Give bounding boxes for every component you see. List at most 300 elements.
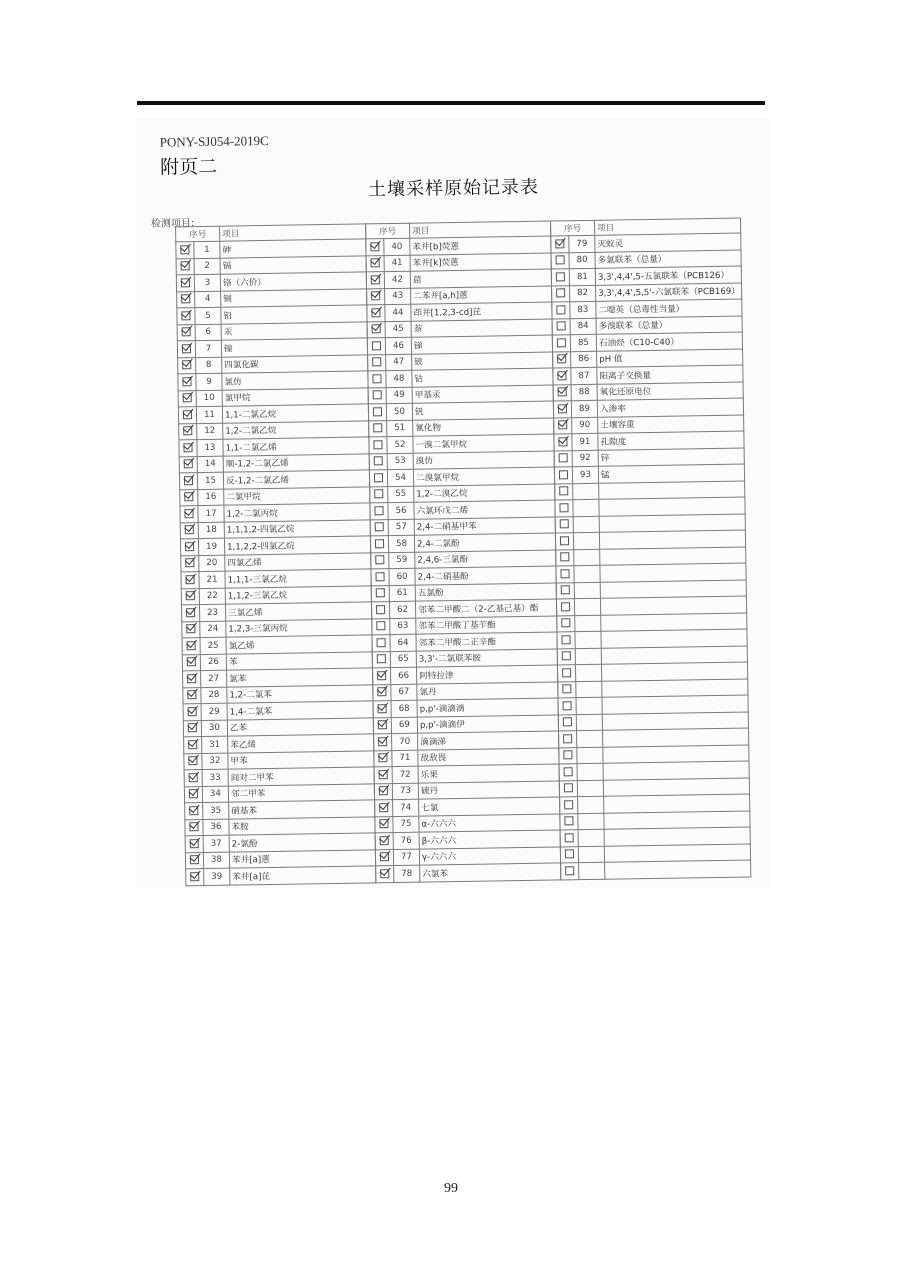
item-name: p,p'-滴滴伊 — [417, 714, 558, 733]
form-body — [135, 113, 781, 893]
item-checkbox[interactable] — [376, 588, 385, 597]
item-checkbox[interactable] — [372, 374, 381, 383]
item-number: 9 — [196, 373, 222, 390]
test-items-label: 检测项目: — [150, 218, 195, 230]
item-checkbox[interactable] — [188, 723, 197, 732]
checkbox-cell — [176, 275, 194, 292]
item-checkbox[interactable] — [189, 789, 198, 798]
checkbox-cell — [375, 800, 393, 817]
item-number — [576, 681, 602, 698]
item-checkbox[interactable] — [189, 806, 198, 815]
item-number: 29 — [201, 703, 227, 720]
item-name: 六氯苯 — [420, 863, 561, 882]
item-checkbox[interactable] — [377, 654, 386, 663]
item-checkbox[interactable] — [182, 327, 191, 336]
item-name: 2,4-二硝基甲苯 — [414, 516, 555, 535]
item-checkbox[interactable] — [181, 278, 190, 287]
item-checkbox[interactable] — [374, 506, 383, 515]
item-checkbox[interactable] — [189, 773, 198, 782]
checkbox-cell — [181, 605, 199, 622]
item-checkbox[interactable] — [185, 558, 194, 567]
checkbox-cell — [555, 500, 573, 517]
checkbox-cell — [560, 797, 578, 814]
checkbox-cell — [372, 651, 390, 668]
checkbox-cell — [374, 750, 392, 767]
item-name: 反-1,2-二氯乙烯 — [223, 470, 369, 489]
item-number: 36 — [203, 819, 229, 836]
item-number — [579, 862, 605, 879]
item-number: 47 — [386, 354, 412, 371]
item-checkbox[interactable] — [185, 542, 194, 551]
item-checkbox[interactable] — [380, 836, 389, 845]
item-checkbox[interactable] — [565, 833, 574, 842]
checkbox-cell — [559, 780, 577, 797]
item-checkbox[interactable] — [557, 338, 566, 347]
item-checkbox[interactable] — [185, 525, 194, 534]
checkbox-cell — [185, 852, 203, 869]
checkbox-cell — [179, 473, 197, 490]
item-name: 氧化还原电位 — [597, 382, 743, 401]
checkbox-cell — [373, 684, 391, 701]
checkbox-cell — [183, 720, 201, 737]
item-checkbox[interactable] — [186, 624, 195, 633]
checkbox-cell — [182, 621, 200, 638]
checkbox-cell — [183, 704, 201, 721]
checkbox-cell — [181, 555, 199, 572]
item-number: 59 — [389, 552, 415, 569]
checkbox-cell — [184, 786, 202, 803]
item-checkbox[interactable] — [186, 575, 195, 584]
item-name: 1,1,1,2-四氯乙烷 — [224, 519, 370, 538]
checkbox-cell — [371, 552, 389, 569]
table-row — [376, 863, 561, 882]
item-number: 38 — [203, 852, 229, 869]
checkbox-cell — [181, 572, 199, 589]
item-checkbox[interactable] — [378, 753, 387, 762]
item-name: 氰化物 — [413, 417, 554, 436]
item-name: 溴仿 — [413, 450, 554, 469]
item-number: 5 — [195, 307, 221, 324]
item-checkbox[interactable] — [187, 690, 196, 699]
item-number: 45 — [385, 321, 411, 338]
item-name: 乐果 — [418, 764, 559, 783]
item-name: 孔隙度 — [598, 431, 744, 450]
item-checkbox[interactable] — [563, 750, 572, 759]
item-number: 85 — [570, 334, 596, 351]
item-number: 81 — [569, 268, 595, 285]
item-checkbox[interactable] — [378, 737, 387, 746]
item-number: 27 — [201, 670, 227, 687]
item-number: 16 — [198, 489, 224, 506]
item-number: 13 — [197, 439, 223, 456]
item-checkbox[interactable] — [564, 767, 573, 776]
checkbox-cell — [558, 681, 576, 698]
item-number: 87 — [571, 367, 597, 384]
item-checkbox[interactable] — [377, 638, 386, 647]
item-checkbox[interactable] — [183, 426, 192, 435]
item-checkbox[interactable] — [376, 605, 385, 614]
item-checkbox[interactable] — [187, 641, 196, 650]
item-checkbox[interactable] — [378, 704, 387, 713]
item-number: 90 — [572, 417, 598, 434]
item-name: 1,1,2,2-四氯乙烷 — [224, 536, 370, 555]
checkbox-cell — [551, 269, 569, 286]
item-checkbox[interactable] — [559, 470, 568, 479]
item-checkbox[interactable] — [184, 492, 193, 501]
item-number: 39 — [204, 868, 230, 885]
item-checkbox[interactable] — [183, 393, 192, 402]
checkbox-cell — [181, 588, 199, 605]
item-number: 15 — [197, 472, 223, 489]
item-number: 50 — [386, 403, 412, 420]
item-checkbox[interactable] — [180, 245, 189, 254]
item-checkbox[interactable] — [557, 322, 566, 331]
item-number: 63 — [390, 618, 416, 635]
item-checkbox[interactable] — [187, 657, 196, 666]
item-name: 苯并[b]荧蒽 — [410, 236, 551, 255]
checkbox-cell — [178, 407, 196, 424]
checkbox-cell — [178, 357, 196, 374]
checkbox-cell — [177, 291, 195, 308]
item-number — [574, 582, 600, 599]
item-checkbox[interactable] — [375, 539, 384, 548]
item-checkbox[interactable] — [561, 619, 570, 628]
item-number: 77 — [393, 849, 419, 866]
item-name: 灭蚁灵 — [595, 233, 741, 252]
item-checkbox[interactable] — [182, 344, 191, 353]
item-number: 19 — [198, 538, 224, 555]
item-name: γ-六六六 — [419, 846, 560, 865]
item-checkbox[interactable] — [371, 291, 380, 300]
item-checkbox[interactable] — [563, 734, 572, 743]
item-checkbox[interactable] — [561, 586, 570, 595]
item-name: 苯乙烯 — [228, 734, 374, 753]
checkbox-cell — [373, 717, 391, 734]
item-name: 土壤容重 — [598, 415, 744, 434]
item-number: 20 — [199, 555, 225, 572]
item-name: 多氯联苯（总量） — [595, 250, 741, 269]
item-checkbox[interactable] — [380, 852, 389, 861]
item-checkbox[interactable] — [181, 311, 190, 320]
item-number: 67 — [391, 684, 417, 701]
item-checkbox[interactable] — [375, 522, 384, 531]
checkbox-cell — [180, 506, 198, 523]
item-checkbox[interactable] — [562, 635, 571, 644]
checkbox-cell — [370, 519, 388, 536]
item-number: 62 — [389, 601, 415, 618]
item-number: 12 — [197, 423, 223, 440]
item-number: 74 — [393, 799, 419, 816]
item-number — [577, 763, 603, 780]
item-checkbox[interactable] — [372, 324, 381, 333]
item-checkbox[interactable] — [186, 608, 195, 617]
checkbox-cell — [559, 731, 577, 748]
item-number: 17 — [198, 505, 224, 522]
item-checkbox[interactable] — [374, 473, 383, 482]
item-name: 邻苯二甲酸二（2-乙基己基）酯 — [415, 599, 556, 618]
item-checkbox[interactable] — [188, 756, 197, 765]
item-checkbox[interactable] — [563, 701, 572, 710]
item-checkbox[interactable] — [373, 440, 382, 449]
checkbox-cell — [176, 258, 194, 275]
item-checkbox[interactable] — [373, 407, 382, 416]
item-number: 66 — [390, 667, 416, 684]
checkbox-cell — [556, 566, 574, 583]
item-checkbox[interactable] — [372, 341, 381, 350]
item-name: 一溴二氯甲烷 — [413, 434, 554, 453]
item-number: 60 — [389, 568, 415, 585]
checkbox-cell — [553, 351, 571, 368]
item-checkbox[interactable] — [379, 803, 388, 812]
item-name: 硝基苯 — [229, 800, 375, 819]
item-checkbox[interactable] — [187, 674, 196, 683]
checkbox-cell — [182, 654, 200, 671]
item-number: 69 — [391, 717, 417, 734]
item-checkbox[interactable] — [377, 671, 386, 680]
checkbox-cell — [367, 288, 385, 305]
checkbox-cell — [555, 533, 573, 550]
items-table-column-2 — [365, 221, 561, 883]
item-checkbox[interactable] — [559, 503, 568, 512]
item-checkbox[interactable] — [183, 443, 192, 452]
item-number: 28 — [201, 687, 227, 704]
item-checkbox[interactable] — [374, 489, 383, 498]
item-checkbox[interactable] — [564, 816, 573, 825]
item-checkbox[interactable] — [559, 487, 568, 496]
item-checkbox[interactable] — [558, 437, 567, 446]
item-name: α-六六六 — [419, 813, 560, 832]
item-checkbox[interactable] — [190, 839, 199, 848]
item-checkbox[interactable] — [182, 377, 191, 386]
item-checkbox[interactable] — [380, 869, 389, 878]
item-number: 76 — [393, 832, 419, 849]
item-checkbox[interactable] — [561, 602, 570, 611]
item-number: 2 — [194, 258, 220, 275]
item-checkbox[interactable] — [560, 553, 569, 562]
item-number — [574, 565, 600, 582]
item-checkbox[interactable] — [190, 855, 199, 864]
item-checkbox[interactable] — [189, 822, 198, 831]
item-name: 入渗率 — [597, 398, 743, 417]
checkbox-cell — [375, 816, 393, 833]
item-checkbox[interactable] — [378, 720, 387, 729]
item-checkbox[interactable] — [184, 459, 193, 468]
table-row — [561, 860, 751, 879]
item-checkbox[interactable] — [371, 258, 380, 267]
item-checkbox[interactable] — [374, 456, 383, 465]
item-checkbox[interactable] — [558, 388, 567, 397]
page-number: 99 — [444, 1181, 458, 1196]
item-name: 阳离子交换量 — [597, 365, 743, 384]
item-name: 2,4,6-三氯酚 — [415, 549, 556, 568]
item-checkbox[interactable] — [184, 509, 193, 518]
checkbox-cell — [375, 849, 393, 866]
item-checkbox[interactable] — [564, 800, 573, 809]
item-checkbox[interactable] — [557, 371, 566, 380]
checkbox-cell — [554, 450, 572, 467]
item-name: 氯丹 — [417, 681, 558, 700]
item-checkbox[interactable] — [556, 256, 565, 265]
item-name: 苯并[a]蒽 — [229, 849, 375, 868]
item-number: 22 — [199, 588, 225, 605]
item-number — [578, 796, 604, 813]
item-checkbox[interactable] — [556, 305, 565, 314]
item-name: 六氯环戊二烯 — [414, 500, 555, 519]
item-checkbox[interactable] — [556, 289, 565, 298]
item-checkbox[interactable] — [377, 687, 386, 696]
item-number: 49 — [386, 387, 412, 404]
item-checkbox[interactable] — [564, 783, 573, 792]
item-checkbox[interactable] — [371, 308, 380, 317]
item-name: 3,3',4,4',5-五氯联苯（PCB126） — [595, 266, 741, 285]
checkbox-cell — [182, 638, 200, 655]
item-number: 93 — [572, 466, 598, 483]
item-name: 二溴氯甲烷 — [413, 467, 554, 486]
checkbox-cell — [560, 830, 578, 847]
item-checkbox[interactable] — [188, 740, 197, 749]
checkbox-cell — [180, 489, 198, 506]
item-number: 24 — [200, 621, 226, 638]
item-checkbox[interactable] — [186, 591, 195, 600]
item-checkbox[interactable] — [181, 261, 190, 270]
item-number: 91 — [572, 433, 598, 450]
checkbox-cell — [551, 236, 569, 253]
item-name: 1,1,2-三氯乙烷 — [225, 585, 371, 604]
checkbox-cell — [186, 869, 204, 886]
items-table-column-3 — [550, 218, 751, 880]
item-checkbox[interactable] — [557, 355, 566, 364]
checkbox-cell — [557, 615, 575, 632]
item-number: 14 — [197, 456, 223, 473]
item-name: 四氯化碳 — [222, 354, 368, 373]
top-rule — [137, 101, 765, 105]
item-checkbox[interactable] — [562, 652, 571, 661]
item-checkbox[interactable] — [559, 454, 568, 463]
item-checkbox[interactable] — [376, 621, 385, 630]
checkbox-cell — [368, 371, 386, 388]
item-checkbox[interactable] — [555, 239, 564, 248]
item-checkbox[interactable] — [373, 390, 382, 399]
item-name: 阿特拉津 — [417, 665, 558, 684]
item-name: 萘 — [411, 319, 552, 338]
item-checkbox[interactable] — [182, 360, 191, 369]
item-name: 硫丹 — [418, 780, 559, 799]
item-checkbox[interactable] — [565, 849, 574, 858]
item-name: 苯胺 — [229, 816, 375, 835]
item-number: 56 — [388, 502, 414, 519]
item-name: 茚并[1,2,3-cd]芘 — [411, 302, 552, 321]
item-name: 铬（六价） — [220, 272, 366, 291]
item-checkbox[interactable] — [560, 520, 569, 529]
item-name: 1,2-二氯丙烷 — [224, 503, 370, 522]
item-number — [573, 532, 599, 549]
item-checkbox[interactable] — [184, 476, 193, 485]
header-no: 序号 — [551, 220, 595, 236]
checkbox-cell — [185, 803, 203, 820]
item-checkbox[interactable] — [379, 786, 388, 795]
item-number: 54 — [387, 469, 413, 486]
checkbox-cell — [185, 819, 203, 836]
item-name: 镉 — [220, 255, 366, 274]
item-checkbox[interactable] — [558, 421, 567, 430]
scanned-form — [136, 118, 770, 888]
item-name: 1,1-二氯乙烷 — [222, 404, 368, 423]
item-name: 铅 — [221, 305, 367, 324]
item-name — [605, 860, 751, 879]
item-number: 78 — [394, 865, 420, 882]
item-name: 砷 — [220, 239, 366, 258]
item-checkbox[interactable] — [188, 707, 197, 716]
checkbox-cell — [371, 569, 389, 586]
item-name: 钒 — [412, 401, 553, 420]
item-number: 80 — [569, 252, 595, 269]
item-checkbox[interactable] — [379, 819, 388, 828]
item-checkbox[interactable] — [560, 569, 569, 578]
checkbox-cell — [369, 420, 387, 437]
item-number — [574, 598, 600, 615]
checkbox-cell — [376, 866, 394, 883]
item-checkbox[interactable] — [371, 275, 380, 284]
checkbox-cell — [552, 302, 570, 319]
item-checkbox[interactable] — [562, 668, 571, 677]
item-checkbox[interactable] — [375, 572, 384, 581]
item-number: 35 — [203, 802, 229, 819]
checkbox-cell — [557, 648, 575, 665]
checkbox-cell — [551, 252, 569, 269]
checkbox-cell — [179, 440, 197, 457]
item-number: 70 — [392, 733, 418, 750]
item-name: pH 值 — [597, 349, 743, 368]
item-checkbox[interactable] — [190, 872, 199, 881]
item-number — [575, 664, 601, 681]
item-name: 邻二甲苯 — [228, 783, 374, 802]
item-number: 79 — [569, 235, 595, 252]
checkbox-cell — [179, 456, 197, 473]
item-checkbox[interactable] — [556, 272, 565, 281]
table-row — [186, 866, 376, 885]
item-checkbox[interactable] — [560, 536, 569, 545]
item-name: 䓛 — [410, 269, 551, 288]
checkbox-cell — [558, 698, 576, 715]
item-checkbox[interactable] — [183, 410, 192, 419]
item-number: 23 — [199, 604, 225, 621]
item-name: 汞 — [221, 321, 367, 340]
item-checkbox[interactable] — [372, 357, 381, 366]
item-checkbox[interactable] — [379, 770, 388, 779]
item-name: 氯乙烯 — [226, 635, 372, 654]
item-number: 68 — [391, 700, 417, 717]
item-checkbox[interactable] — [565, 866, 574, 875]
item-checkbox[interactable] — [562, 685, 571, 694]
item-checkbox[interactable] — [181, 294, 190, 303]
item-number: 46 — [385, 337, 411, 354]
item-checkbox[interactable] — [558, 404, 567, 413]
item-number: 48 — [386, 370, 412, 387]
item-checkbox[interactable] — [375, 555, 384, 564]
item-name: 三氯乙烯 — [225, 602, 371, 621]
item-name: 四氯乙烯 — [225, 552, 371, 571]
item-number: 92 — [572, 450, 598, 467]
item-checkbox[interactable] — [373, 423, 382, 432]
checkbox-cell — [177, 341, 195, 358]
item-number — [576, 714, 602, 731]
checkbox-cell — [180, 539, 198, 556]
item-number: 33 — [202, 769, 228, 786]
item-checkbox[interactable] — [563, 718, 572, 727]
checkbox-cell — [177, 324, 195, 341]
item-checkbox[interactable] — [370, 242, 379, 251]
checkbox-cell — [372, 668, 390, 685]
